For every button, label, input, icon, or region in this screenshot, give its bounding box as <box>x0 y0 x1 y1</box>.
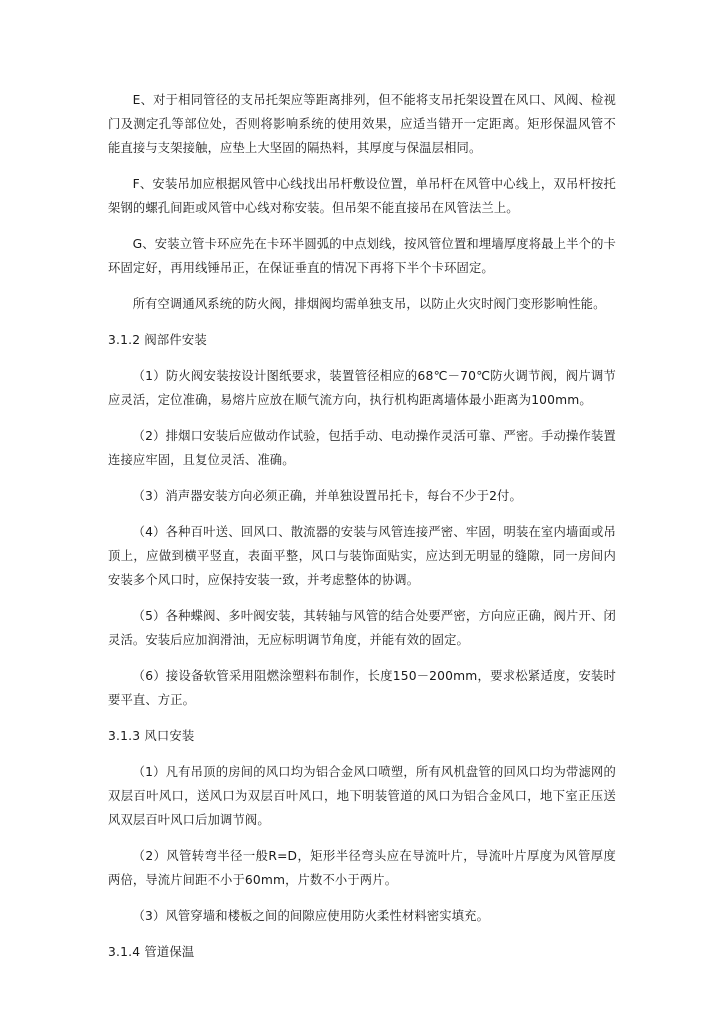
section-heading-pipe-insulation: 3.1.4 管道保温 <box>108 945 195 959</box>
paragraph-support-spacing: E、对于相同管径的支吊托架应等距离排列，但不能将支吊托架设置在风口、风阀、检视门及测定孔等部位处，否则将影响系统的使用效果，应适当错开一定距离。矩形保温风管不能直接与支架接触，应垫上大坚固的隔热料，其厚度与保温层相同。 <box>108 93 616 155</box>
paragraph-wall-penetration: （3）风管穿墙和楼板之间的间隙应使用防火柔性材料密实填充。 <box>132 909 490 923</box>
section-heading-air-outlet: 3.1.3 风口安装 <box>108 729 195 743</box>
paragraph-flexible-duct: （6）接设备软管采用阻燃涂塑料布制作，长度150－200mm，要求松紧适度，安装时要平直、方正。 <box>108 669 616 707</box>
paragraph-smoke-outlet: （2）排烟口安装后应做动作试验，包括手动、电动操作灵活可靠、严密。手动操作装置连接应牢固，且复位灵活、准确。 <box>108 429 616 467</box>
paragraph-fire-damper-support: 所有空调通风系统的防火阀，排烟阀均需单独支吊，以防止火灾时阀门变形影响性能。 <box>132 297 606 311</box>
paragraph-louver-diffuser: （4）各种百叶送、回风口、散流器的安装与风管连接严密、牢固，明装在室内墙面或吊顶上，应做到横平竖直，表面平整，风口与装饰面贴实，应达到无明显的缝隙，同一房间内安装多个风口时，应保持安装一致，并考虑整体的协调。 <box>108 525 616 587</box>
paragraph-silencer: （3）消声器安装方向必须正确，并单独设置吊托卡，每台不少于2付。 <box>132 489 522 503</box>
paragraph-riser-clamp: G、安装立管卡环应先在卡环半圆弧的中点划线，按风管位置和埋墙厚度将最上半个的卡环固定好，再用线锤吊正，在保证垂直的情况下再将下半个卡环固定。 <box>108 237 616 275</box>
paragraph-hanger-install: F、安装吊加应根据风管中心线找出吊杆敷设位置，单吊杆在风管中心线上，双吊杆按托架钢的螺孔间距或风管中心线对称安装。但吊架不能直接吊在风管法兰上。 <box>108 177 616 215</box>
paragraph-duct-bend: （2）风管转弯半径一般R=D，矩形半径弯头应在导流叶片，导流叶片厚度为风管厚度两倍，导流片间距不小于60mm，片数不小于两片。 <box>108 849 616 887</box>
paragraph-fire-damper-install: （1）防火阀安装按设计图纸要求，装置管径相应的68℃－70℃防火调节阀，阀片调节应灵活，定位准确，易熔片应放在顺气流方向，执行机构距离墙体最小距离为100mm。 <box>108 369 616 407</box>
paragraph-butterfly-valve: （5）各种蝶阀、多叶阀安装，其转轴与风管的结合处要严密，方向应正确，阀片开、闭灵活。安装后应加润滑油，无应标明调节角度，并能有效的固定。 <box>108 609 616 647</box>
section-heading-valve-parts: 3.1.2 阀部件安装 <box>108 333 207 347</box>
document-page <box>108 88 616 976</box>
paragraph-ceiling-outlet: （1）凡有吊顶的房间的风口均为铝合金风口喷塑，所有风机盘管的回风口均为带滤网的双层百叶风口，送风口为双层百叶风口，地下明装管道的风口为铝合金风口，地下室正压送风双层百叶风口后加调节阀。 <box>108 765 616 827</box>
